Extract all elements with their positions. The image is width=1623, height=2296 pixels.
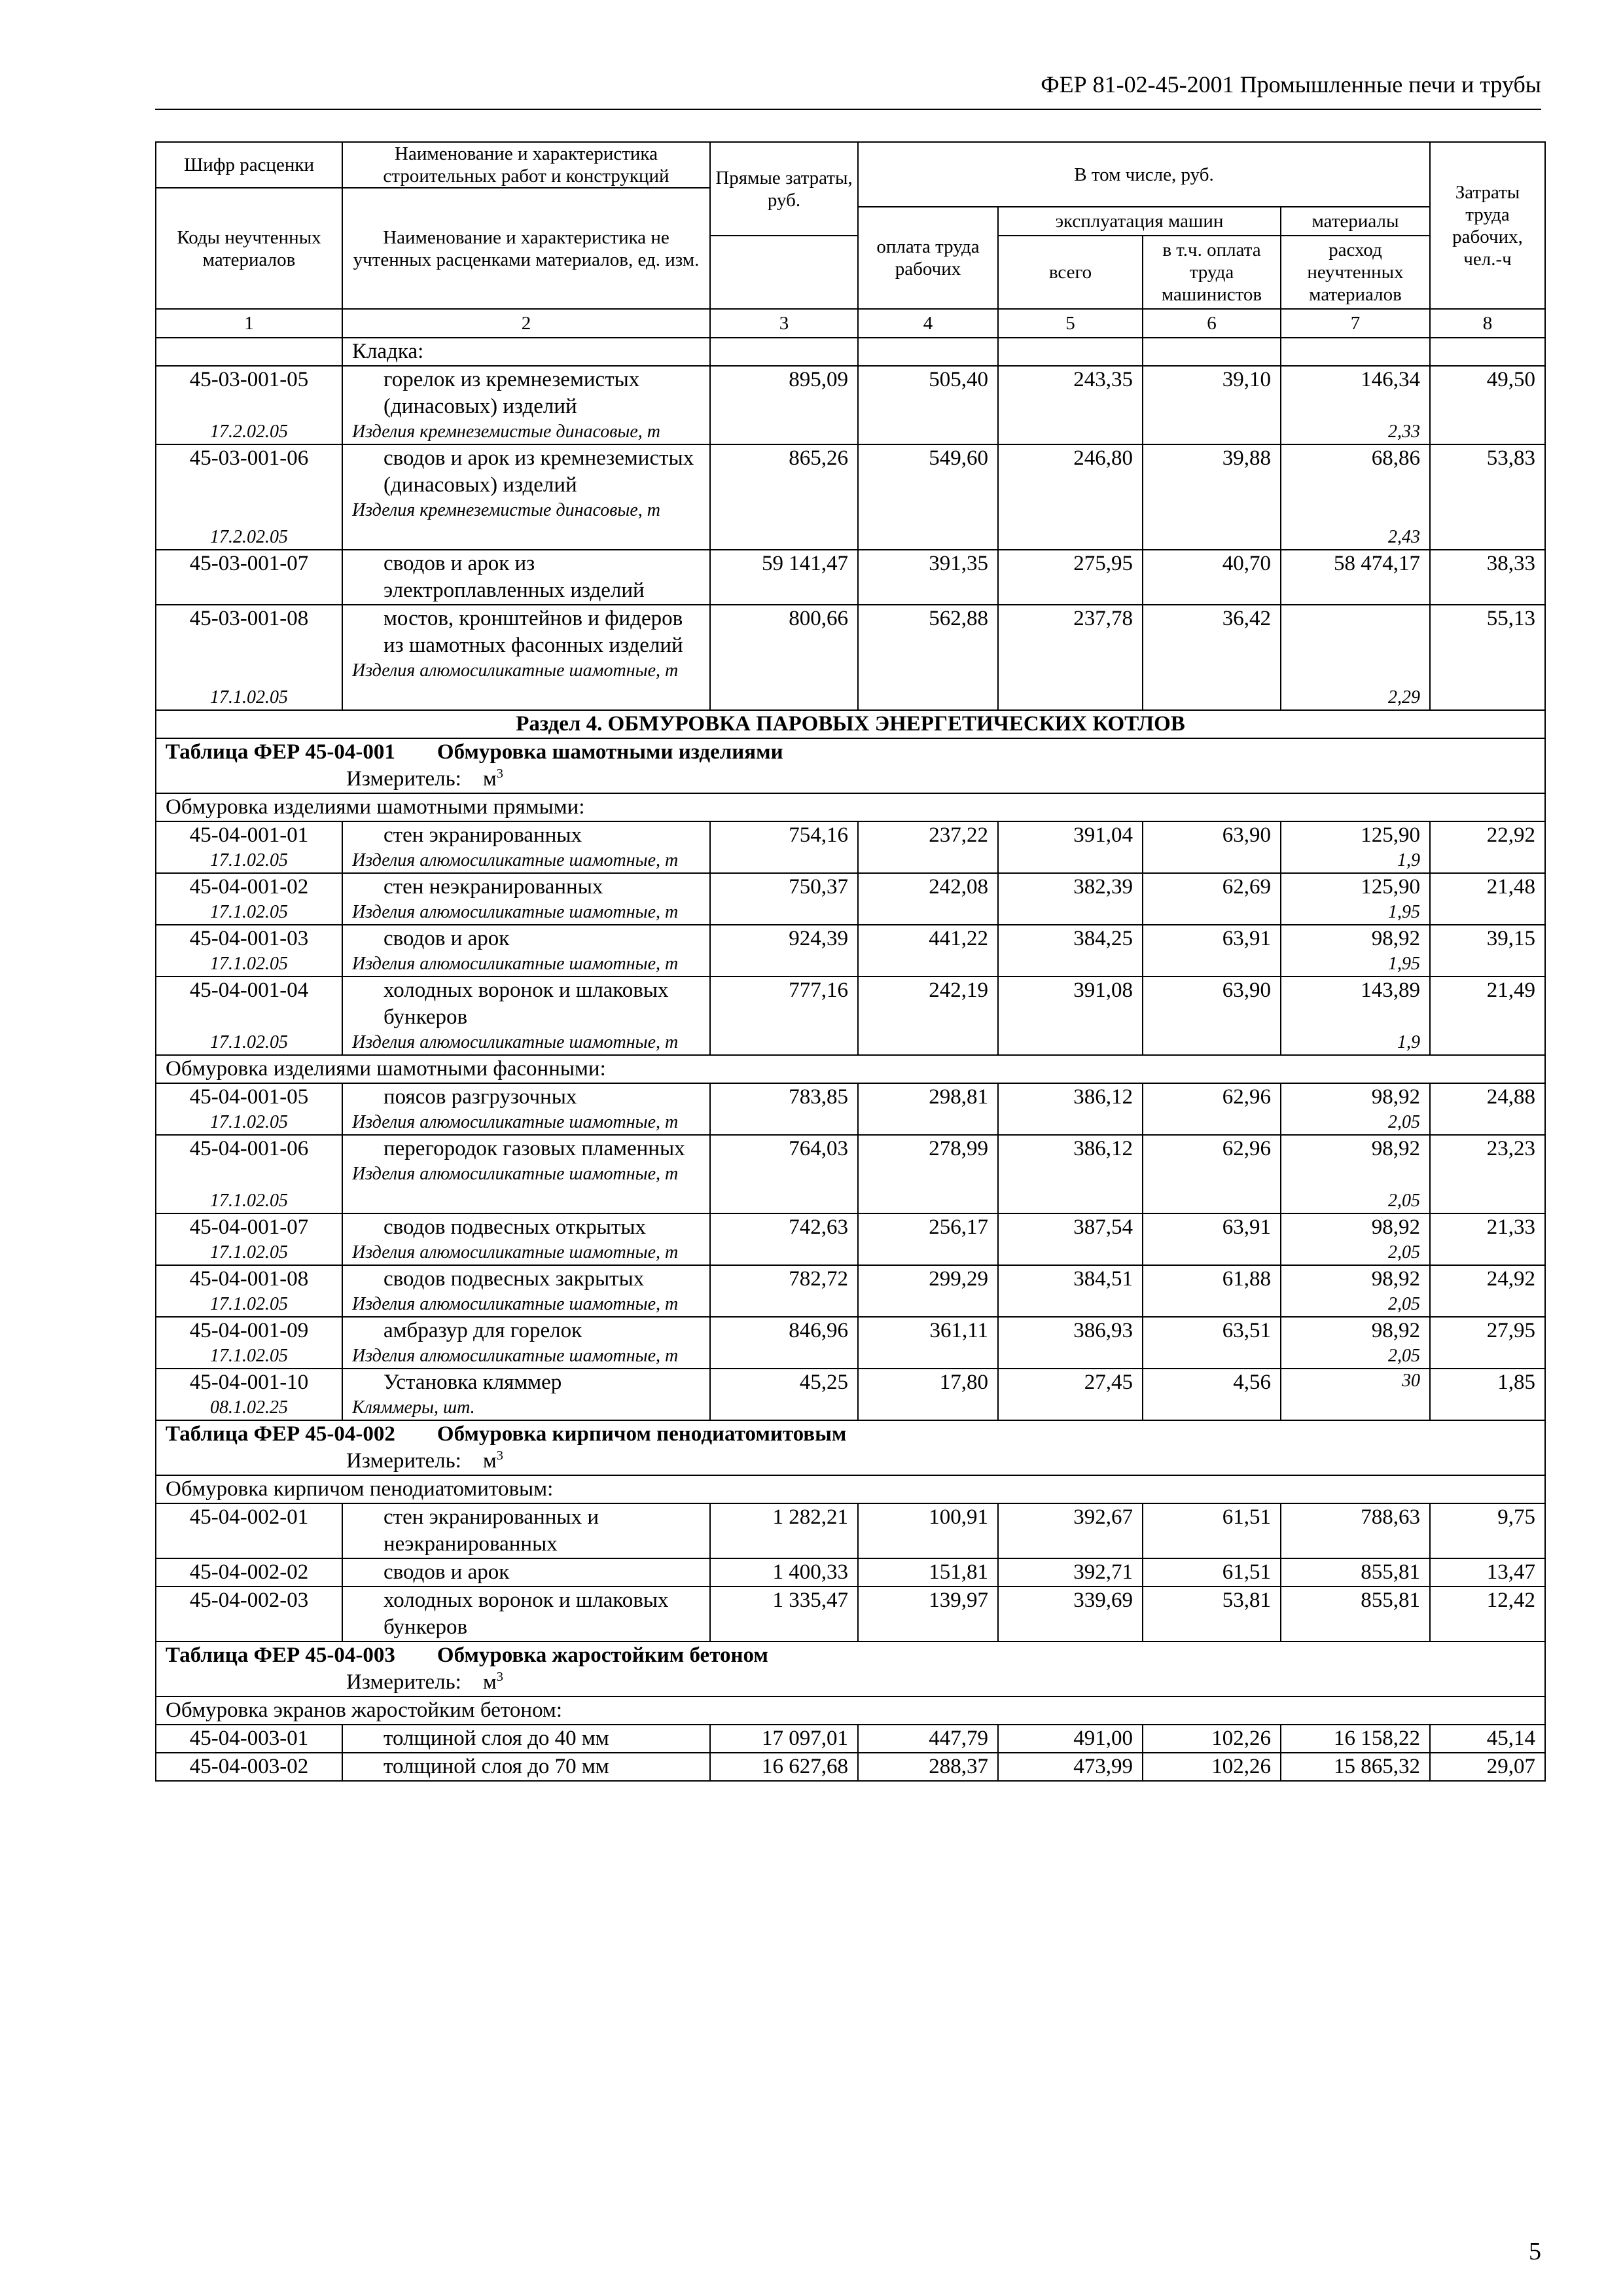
rate-code: 45-04-001-10 <box>189 1371 309 1394</box>
direct-cost: 1 282,21 <box>710 1503 858 1558</box>
labor-pay: 288,37 <box>858 1753 998 1781</box>
labor-pay: 256,17 <box>858 1213 998 1265</box>
material-qty: 2,05 <box>1388 1346 1420 1366</box>
direct-cost: 16 627,68 <box>710 1753 858 1781</box>
direct-cost: 742,63 <box>710 1213 858 1265</box>
material-code: 17.1.02.05 <box>210 902 288 922</box>
section-title: Раздел 4. ОБМУРОВКА ПАРОВЫХ ЭНЕРГЕТИЧЕСКИХ КОТЛОВ <box>156 710 1545 738</box>
table-row <box>156 1213 1545 1265</box>
machines-labor: 53,81 <box>1143 1587 1281 1641</box>
work-name: сводов подвесных закрытых <box>383 1267 645 1291</box>
work-name: холодных воронок и шлаковых бункеров <box>383 978 669 1029</box>
machines-total: 386,12 <box>998 1083 1143 1135</box>
material-name: Изделия алюмосиликатные шамотные, т <box>352 1242 679 1263</box>
table-row <box>156 1265 1545 1317</box>
material-name: Изделия алюмосиликатные шамотные, т <box>352 1032 679 1052</box>
table-row <box>156 366 1545 444</box>
work-name: холодных воронок и шлаковых бункеров <box>383 1588 669 1639</box>
material-qty: 2,05 <box>1388 1294 1420 1314</box>
machines-labor: 63,91 <box>1143 1213 1281 1265</box>
table-title <box>156 1420 1545 1475</box>
labor-hours: 9,75 <box>1430 1503 1545 1558</box>
materials-cost: 98,92 <box>1371 1215 1420 1239</box>
material-qty: 1,9 <box>1397 1032 1420 1052</box>
table-row <box>156 1317 1545 1369</box>
rate-code: 45-03-001-08 <box>189 607 309 630</box>
direct-cost: 1 335,47 <box>710 1587 858 1641</box>
machines-labor: 61,51 <box>1143 1558 1281 1587</box>
col-number: 4 <box>858 309 998 338</box>
materials-cost: 125,90 <box>1361 875 1420 899</box>
machines-total: 275,95 <box>998 550 1143 605</box>
col-machines-total: всего <box>998 236 1143 309</box>
machines-labor: 62,69 <box>1143 873 1281 925</box>
machines-total: 391,04 <box>998 821 1143 873</box>
labor-pay: 391,35 <box>858 550 998 605</box>
machines-total: 491,00 <box>998 1725 1143 1753</box>
labor-pay: 447,79 <box>858 1725 998 1753</box>
direct-cost: 895,09 <box>710 366 858 444</box>
labor-hours: 21,49 <box>1430 977 1545 1055</box>
labor-hours: 29,07 <box>1430 1753 1545 1781</box>
materials-cost: 68,86 <box>1371 446 1420 470</box>
material-code: 17.1.02.05 <box>210 954 288 974</box>
material-qty: 2,43 <box>1388 527 1420 547</box>
labor-hours: 39,15 <box>1430 925 1545 977</box>
machines-total: 391,08 <box>998 977 1143 1055</box>
labor-pay: 242,08 <box>858 873 998 925</box>
rate-code: 45-04-001-05 <box>189 1085 309 1109</box>
materials-cost: 125,90 <box>1361 823 1420 847</box>
work-name: Установка кляммер <box>383 1371 562 1394</box>
rate-code: 45-03-001-07 <box>156 550 342 605</box>
table-row <box>156 1753 1545 1781</box>
labor-hours: 45,14 <box>1430 1725 1545 1753</box>
direct-cost: 764,03 <box>710 1135 858 1213</box>
table-row <box>156 1503 1545 1558</box>
price-table <box>155 141 1546 1782</box>
machines-labor: 62,96 <box>1143 1083 1281 1135</box>
rate-code: 45-04-003-01 <box>156 1725 342 1753</box>
labor-pay: 505,40 <box>858 366 998 444</box>
table-name: Обмуровка кирпичом пенодиатомитовым <box>437 1422 847 1446</box>
direct-cost: 17 097,01 <box>710 1725 858 1753</box>
machines-total: 246,80 <box>998 444 1143 550</box>
material-qty: 2,05 <box>1388 1242 1420 1263</box>
table-row <box>156 1083 1545 1135</box>
materials-cost: 16 158,22 <box>1281 1725 1430 1753</box>
labor-hours: 23,23 <box>1430 1135 1545 1213</box>
machines-labor: 63,90 <box>1143 977 1281 1055</box>
material-name: Изделия кремнеземистые динасовые, т <box>352 500 660 520</box>
labor-hours: 24,92 <box>1430 1265 1545 1317</box>
table-code: Таблица ФЕР 45-04-003 <box>166 1643 395 1667</box>
machines-total: 237,78 <box>998 605 1143 710</box>
direct-cost: 800,66 <box>710 605 858 710</box>
work-name: стен экранированных и неэкранированных <box>383 1505 599 1556</box>
labor-hours: 53,83 <box>1430 444 1545 550</box>
table-row <box>156 605 1545 710</box>
material-qty: 1,9 <box>1397 850 1420 870</box>
material-name: Изделия алюмосиликатные шамотные, т <box>352 660 679 681</box>
col-number: 3 <box>710 309 858 338</box>
labor-hours: 27,95 <box>1430 1317 1545 1369</box>
work-name: мостов, кронштейнов и фидеров из шамотных фасонных изделий <box>383 607 683 657</box>
labor-pay: 562,88 <box>858 605 998 710</box>
material-name: Изделия алюмосиликатные шамотные, т <box>352 1164 679 1184</box>
work-name: толщиной слоя до 40 мм <box>383 1727 609 1750</box>
work-name: горелок из кремнеземистых (динасовых) изделий <box>383 368 640 418</box>
col-name-bottom: Наименование и характеристика не учтенных расценками материалов, ед. изм. <box>342 188 710 309</box>
col-labor-cost: Затраты труда рабочих, чел.-ч <box>1430 142 1545 309</box>
material-code: 17.1.02.05 <box>210 850 288 870</box>
table-title <box>156 738 1545 793</box>
direct-cost: 1 400,33 <box>710 1558 858 1587</box>
machines-total: 384,51 <box>998 1265 1143 1317</box>
material-code: 17.1.02.05 <box>210 1346 288 1366</box>
labor-pay: 151,81 <box>858 1558 998 1587</box>
work-name: перегородок газовых пламенных <box>383 1137 685 1160</box>
direct-cost: 924,39 <box>710 925 858 977</box>
group-heading: Обмуровка изделиями шамотными прямыми: <box>156 793 1545 821</box>
col-labor-pay: оплата труда рабочих <box>858 207 998 309</box>
rate-code: 45-04-001-03 <box>189 927 309 950</box>
col-machines: эксплуатация машин <box>998 207 1281 236</box>
material-name: Изделия алюмосиликатные шамотные, т <box>352 850 679 870</box>
table-name: Обмуровка шамотными изделиями <box>437 740 783 764</box>
col-number: 7 <box>1281 309 1430 338</box>
work-name: толщиной слоя до 70 мм <box>383 1755 609 1778</box>
materials-cost: 855,81 <box>1281 1587 1430 1641</box>
labor-pay: 100,91 <box>858 1503 998 1558</box>
direct-cost: 754,16 <box>710 821 858 873</box>
machines-total: 386,12 <box>998 1135 1143 1213</box>
machines-labor: 62,96 <box>1143 1135 1281 1213</box>
material-code: 17.1.02.05 <box>210 1032 288 1052</box>
materials-cost: 146,34 <box>1361 368 1420 391</box>
table-row <box>156 1369 1545 1420</box>
work-name: стен неэкранированных <box>383 875 603 899</box>
table-row <box>156 550 1545 605</box>
col-including: В том числе, руб. <box>858 142 1430 207</box>
col-code-bottom: Коды неучтенных материалов <box>156 188 342 309</box>
table-row <box>156 873 1545 925</box>
table-code: Таблица ФЕР 45-04-001 <box>166 740 395 764</box>
rate-code: 45-04-001-02 <box>189 875 309 899</box>
group-heading: Кладка: <box>342 338 710 366</box>
machines-total: 339,69 <box>998 1587 1143 1641</box>
machines-labor: 36,42 <box>1143 605 1281 710</box>
work-name: поясов разгрузочных <box>383 1085 577 1109</box>
material-code: 17.2.02.05 <box>210 527 288 547</box>
materials-cost: 788,63 <box>1281 1503 1430 1558</box>
material-code: 17.1.02.05 <box>210 687 288 708</box>
material-qty: 30 <box>1402 1371 1420 1391</box>
material-name: Изделия кремнеземистые динасовые, т <box>352 422 660 442</box>
col-number: 6 <box>1143 309 1281 338</box>
material-name: Изделия алюмосиликатные шамотные, т <box>352 1112 679 1132</box>
materials-cost: 98,92 <box>1371 1267 1420 1291</box>
col-materials: материалы <box>1281 207 1430 236</box>
page-number: 5 <box>1529 2238 1541 2265</box>
direct-cost: 45,25 <box>710 1369 858 1420</box>
machines-labor: 39,88 <box>1143 444 1281 550</box>
direct-cost: 777,16 <box>710 977 858 1055</box>
machines-labor: 102,26 <box>1143 1753 1281 1781</box>
labor-pay: 299,29 <box>858 1265 998 1317</box>
table-row <box>156 925 1545 977</box>
rate-code: 45-03-001-06 <box>189 446 309 470</box>
table-row <box>156 1587 1545 1641</box>
materials-cost: 855,81 <box>1281 1558 1430 1587</box>
direct-cost: 846,96 <box>710 1317 858 1369</box>
material-qty: 2,05 <box>1388 1112 1420 1132</box>
machines-total: 243,35 <box>998 366 1143 444</box>
material-code: 08.1.02.25 <box>210 1397 288 1418</box>
group-heading: Обмуровка изделиями шамотными фасонными: <box>156 1055 1545 1083</box>
machines-labor: 63,51 <box>1143 1317 1281 1369</box>
col-code-top: Шифр расценки <box>156 142 342 188</box>
machines-labor: 63,91 <box>1143 925 1281 977</box>
rate-code: 45-04-001-07 <box>189 1215 309 1239</box>
col-number: 2 <box>342 309 710 338</box>
material-qty: 2,29 <box>1388 687 1420 708</box>
rate-code: 45-04-002-01 <box>156 1503 342 1558</box>
col-number: 8 <box>1430 309 1545 338</box>
work-name: сводов подвесных открытых <box>383 1215 647 1239</box>
material-name: Кляммеры, шт. <box>352 1397 475 1418</box>
labor-hours: 24,88 <box>1430 1083 1545 1135</box>
material-name: Изделия алюмосиликатные шамотные, т <box>352 1294 679 1314</box>
direct-cost: 865,26 <box>710 444 858 550</box>
machines-labor: 102,26 <box>1143 1725 1281 1753</box>
labor-pay: 139,97 <box>858 1587 998 1641</box>
col-number: 1 <box>156 309 342 338</box>
col-name-top: Наименование и характеристика строительных работ и конструкций <box>342 142 710 188</box>
labor-pay: 361,11 <box>858 1317 998 1369</box>
materials-cost: 98,92 <box>1371 1319 1420 1342</box>
material-code: 17.1.02.05 <box>210 1294 288 1314</box>
work-name: амбразур для горелок <box>383 1319 582 1342</box>
machines-labor: 4,56 <box>1143 1369 1281 1420</box>
labor-hours: 22,92 <box>1430 821 1545 873</box>
direct-cost: 783,85 <box>710 1083 858 1135</box>
labor-hours: 12,42 <box>1430 1587 1545 1641</box>
work-name: сводов и арок <box>383 927 510 950</box>
table-row <box>156 1135 1545 1213</box>
materials-cost: 143,89 <box>1361 978 1420 1002</box>
materials-cost: 98,92 <box>1371 1085 1420 1109</box>
labor-hours: 13,47 <box>1430 1558 1545 1587</box>
work-name: сводов и арок из электроплавленных изделий <box>383 552 645 602</box>
labor-pay: 278,99 <box>858 1135 998 1213</box>
machines-labor: 40,70 <box>1143 550 1281 605</box>
measure-unit: Измеритель: $м^3$ <box>346 1448 503 1473</box>
materials-cost: 98,92 <box>1371 927 1420 950</box>
table-row <box>156 444 1545 550</box>
rate-code: 45-04-001-04 <box>189 978 309 1002</box>
material-code: 17.1.02.05 <box>210 1112 288 1132</box>
direct-cost: 59 141,47 <box>710 550 858 605</box>
rate-code: 45-04-001-06 <box>189 1137 309 1160</box>
direct-cost: 782,72 <box>710 1265 858 1317</box>
material-name: Изделия алюмосиликатные шамотные, т <box>352 902 679 922</box>
machines-total: 386,93 <box>998 1317 1143 1369</box>
machines-labor: 61,51 <box>1143 1503 1281 1558</box>
labor-pay: 237,22 <box>858 821 998 873</box>
table-code: Таблица ФЕР 45-04-002 <box>166 1422 395 1446</box>
group-heading: Обмуровка кирпичом пенодиатомитовым: <box>156 1475 1545 1503</box>
material-qty: 2,05 <box>1388 1191 1420 1211</box>
labor-pay: 549,60 <box>858 444 998 550</box>
material-code: 17.1.02.05 <box>210 1191 288 1211</box>
document-header-title: ФЕР 81-02-45-2001 Промышленные печи и трубы <box>1041 71 1541 98</box>
table-row <box>156 1725 1545 1753</box>
machines-labor: 63,90 <box>1143 821 1281 873</box>
rate-code: 45-03-001-05 <box>189 368 309 391</box>
col-materials-use: расход неучтенных материалов <box>1281 236 1430 309</box>
table-row <box>156 821 1545 873</box>
machines-total: 387,54 <box>998 1213 1143 1265</box>
rate-code: 45-04-001-08 <box>189 1267 309 1291</box>
rate-code: 45-04-001-01 <box>189 823 309 847</box>
labor-pay: 441,22 <box>858 925 998 977</box>
header-rule <box>155 109 1541 110</box>
work-name: сводов и арок <box>383 1560 510 1584</box>
labor-hours: 21,33 <box>1430 1213 1545 1265</box>
machines-labor: 61,88 <box>1143 1265 1281 1317</box>
machines-total: 392,71 <box>998 1558 1143 1587</box>
machines-total: 382,39 <box>998 873 1143 925</box>
measure-unit: Измеритель: $м^3$ <box>346 1670 503 1694</box>
table-title <box>156 1641 1545 1696</box>
labor-hours: 55,13 <box>1430 605 1545 710</box>
material-name: Изделия алюмосиликатные шамотные, т <box>352 954 679 974</box>
table-row <box>156 977 1545 1055</box>
material-qty: 1,95 <box>1388 902 1420 922</box>
col-direct-spacer <box>710 236 858 309</box>
labor-hours: 49,50 <box>1430 366 1545 444</box>
labor-hours: 21,48 <box>1430 873 1545 925</box>
rate-code: 45-04-002-02 <box>156 1558 342 1587</box>
labor-hours: 1,85 <box>1430 1369 1545 1420</box>
material-name: Изделия алюмосиликатные шамотные, т <box>352 1346 679 1366</box>
work-name: сводов и арок из кремнеземистых (динасовых) изделий <box>383 446 694 497</box>
labor-pay: 242,19 <box>858 977 998 1055</box>
materials-cost: 15 865,32 <box>1281 1753 1430 1781</box>
machines-total: 473,99 <box>998 1753 1143 1781</box>
rate-code: 45-04-003-02 <box>156 1753 342 1781</box>
table-name: Обмуровка жаростойким бетоном <box>437 1643 768 1667</box>
measure-unit: Измеритель: $м^3$ <box>346 766 503 791</box>
labor-hours: 38,33 <box>1430 550 1545 605</box>
material-qty: 1,95 <box>1388 954 1420 974</box>
direct-cost: 750,37 <box>710 873 858 925</box>
machines-labor: 39,10 <box>1143 366 1281 444</box>
machines-total: 392,67 <box>998 1503 1143 1558</box>
material-code: 17.2.02.05 <box>210 422 288 442</box>
rate-code: 45-04-002-03 <box>156 1587 342 1641</box>
work-name: стен экранированных <box>383 823 582 847</box>
group-heading: Обмуровка экранов жаростойким бетоном: <box>156 1696 1545 1725</box>
table-row <box>156 1558 1545 1587</box>
table-header <box>156 142 1545 338</box>
rate-code: 45-04-001-09 <box>189 1319 309 1342</box>
col-machines-labor: в т.ч. оплата труда машинистов <box>1143 236 1281 309</box>
col-number: 5 <box>998 309 1143 338</box>
labor-pay: 298,81 <box>858 1083 998 1135</box>
material-code: 17.1.02.05 <box>210 1242 288 1263</box>
machines-total: 384,25 <box>998 925 1143 977</box>
materials-cost: 58 474,17 <box>1281 550 1430 605</box>
col-direct: Прямые затраты, руб. <box>710 142 858 236</box>
materials-cost: 98,92 <box>1371 1137 1420 1160</box>
labor-pay: 17,80 <box>858 1369 998 1420</box>
machines-total: 27,45 <box>998 1369 1143 1420</box>
material-qty: 2,33 <box>1388 422 1420 442</box>
